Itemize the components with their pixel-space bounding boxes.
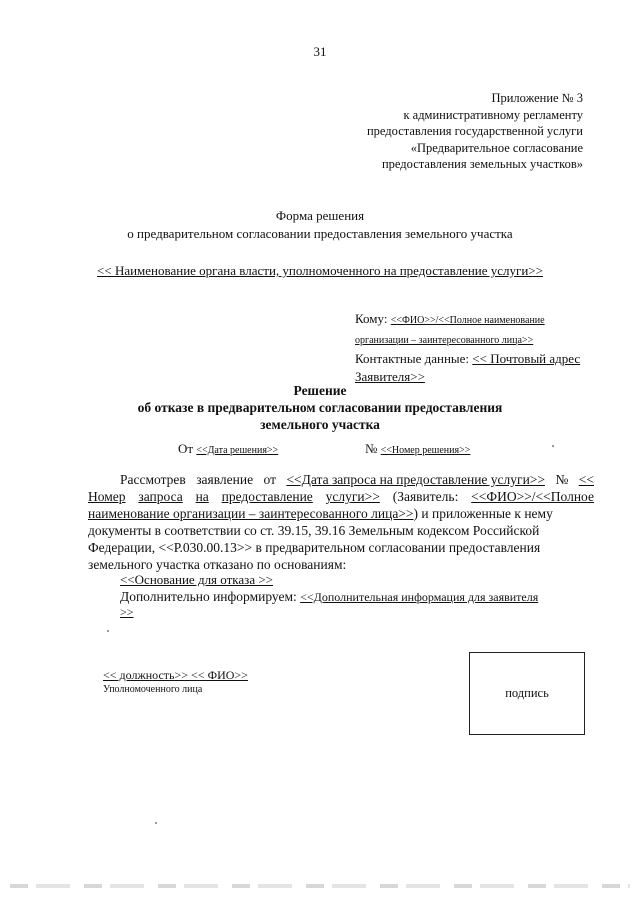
to-label: Кому: [355,311,388,326]
form-title-line1: Форма решения [275,208,365,223]
body-word: запроса [138,489,183,504]
additional-value: <<Дополнительная информация для заявителя [300,590,539,604]
body-word: (Заявитель: [392,489,459,504]
number-label: № [365,441,378,456]
body-word: на [195,489,209,504]
decision-title-line1: Решение [293,383,347,398]
appendix-line: предоставления земельных участков» [381,157,583,171]
body-line: земельного участка отказано по основаниям: [88,557,347,572]
signature-box [469,652,585,735]
additional-label: Дополнительно информируем: [120,589,301,604]
body-word: Рассмотрев [120,472,186,487]
authority-placeholder [0,263,640,279]
date-placeholder: <<Дата решения>> [196,445,279,456]
signatory-caption: Уполномоченного лица [103,684,203,695]
appendix-line: предоставления государственной услуги [366,124,583,138]
decision-number [365,441,470,457]
signature-label: подпись [505,686,549,700]
body-line: Федерации, <<Р.030.00.13>> в предварительном согласовании предоставления [88,540,541,555]
recipient-block [355,310,595,386]
body-word: <<ФИО>>/<<Полное [471,489,594,504]
body-text-tail: ) и приложенные к нему [413,506,553,521]
decision-title-line2: об отказе в предварительном согласовании предоставления [137,400,503,415]
scan-speck [552,445,554,447]
to-value-cont: организации – заинтересованного лица>> [355,335,534,346]
refusal-basis-placeholder: <<Основание для отказа >> [120,572,273,587]
body-word: << [578,472,594,487]
body-line: документы в соответствии со ст. 39.15, 39.16 Земельным кодексом Российской [88,523,540,538]
appendix-line: Приложение № 3 [491,91,583,105]
org-placeholder: наименование организации – заинтересованного лица>> [88,506,414,521]
form-title-line2: о предварительном согласовании предоставления земельного участка [127,226,513,241]
scan-edge-noise [10,884,630,888]
page-number: 31 [313,44,327,59]
contact-value-cont: Заявителя>> [355,369,425,384]
number-placeholder: <<Номер решения>> [380,445,471,456]
body-word: Номер [88,489,126,504]
contact-value: << Почтовый адрес [472,351,581,366]
body-word: предоставление [221,489,313,504]
contact-label: Контактные данные: [355,351,470,366]
additional-value-end: >> [120,605,134,619]
authority-text: << Наименование органа власти, уполномоченного на предоставление услуги>> [97,263,543,278]
body-word: № [555,472,569,487]
to-value: <<ФИО>>/<<Полное наименование [390,315,545,326]
request-date-placeholder: <<Дата запроса на предоставление услуги>> [286,472,546,487]
decision-date [178,441,278,457]
additional-info [120,588,538,606]
appendix-line: «Предварительное согласование [410,140,583,155]
body-word: от [263,472,277,487]
decision-title [0,382,640,433]
scan-speck [107,630,109,632]
decision-title-line3: земельного участка [260,417,380,432]
form-title [0,207,640,243]
body-word: заявление [196,472,254,487]
signatory-position: << должность>> << ФИО>> [103,668,248,682]
decision-body [88,471,594,573]
appendix-header [323,90,583,173]
appendix-line: к административному регламенту [403,107,583,122]
body-word: услуги>> [325,489,380,504]
from-label: От [178,441,194,456]
scan-speck [155,822,157,824]
